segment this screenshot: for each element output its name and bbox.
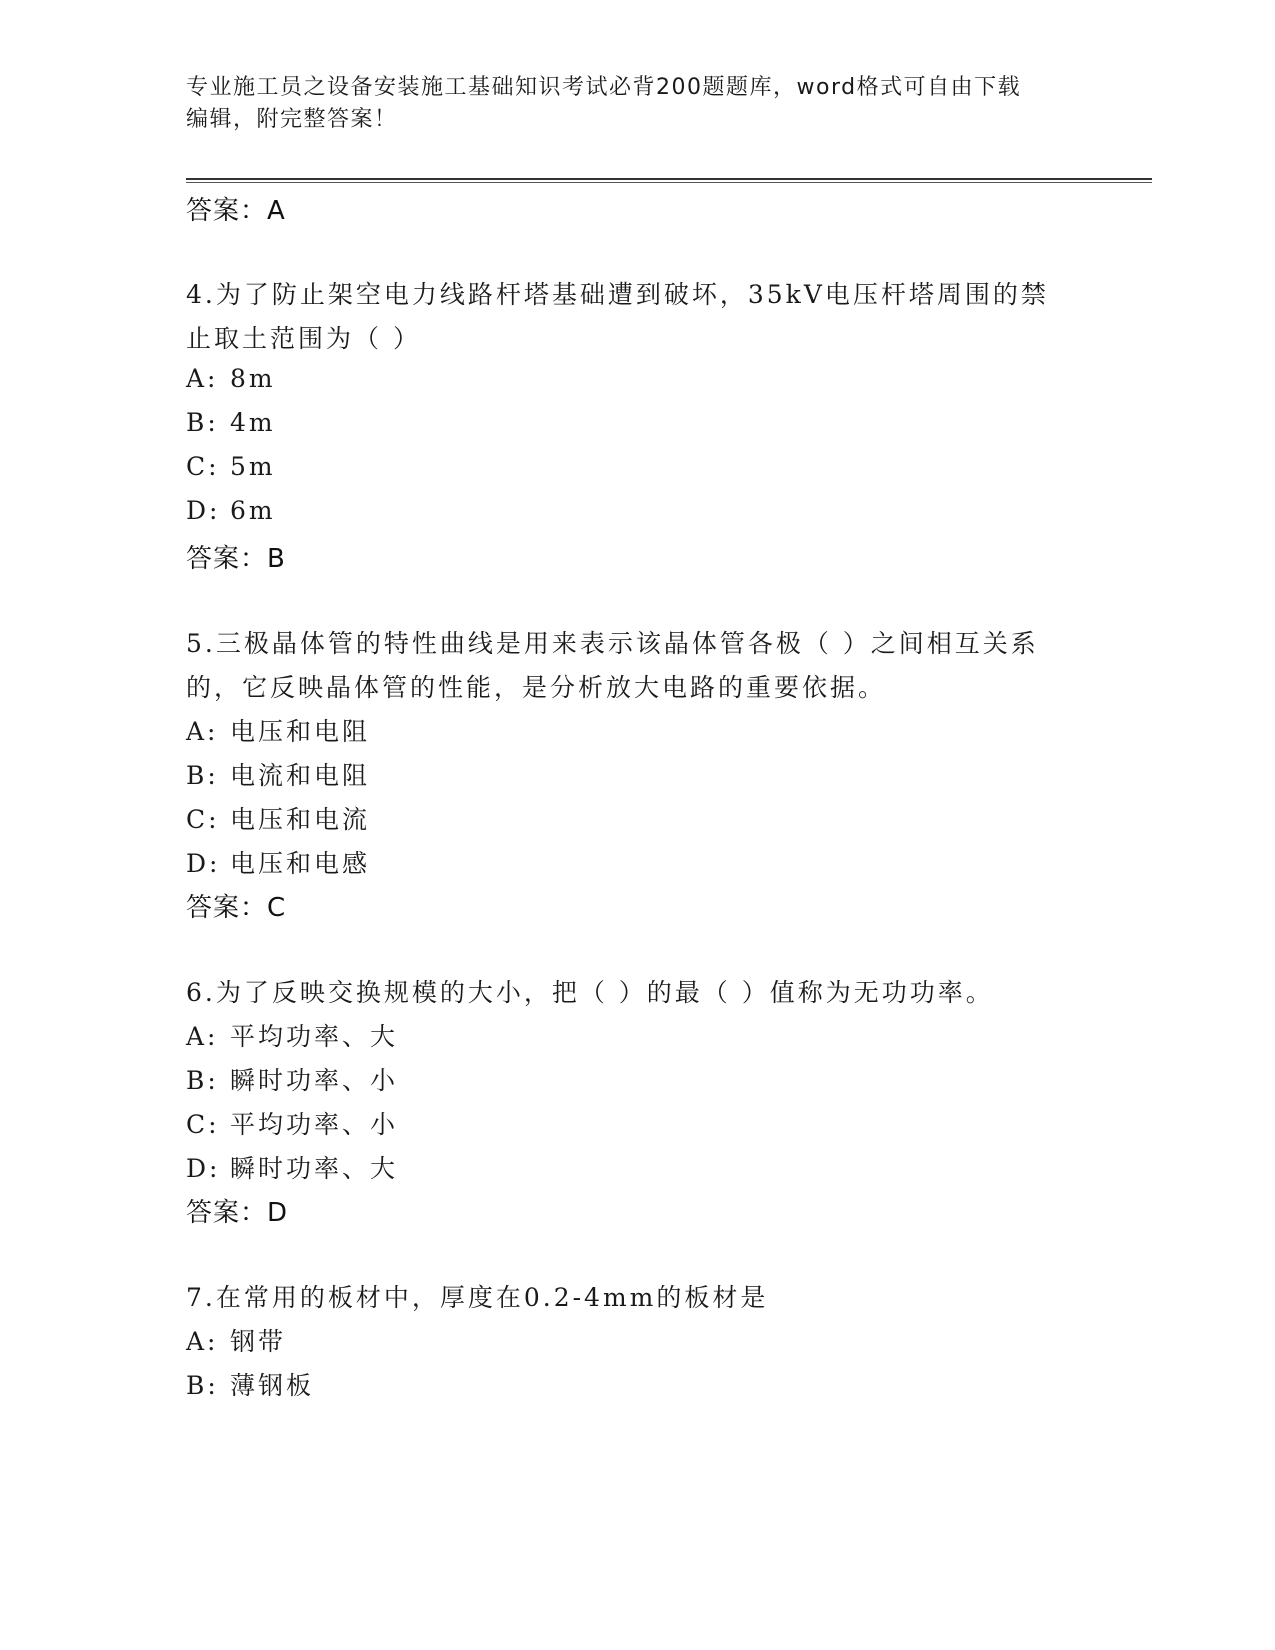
question-6-option-c (186, 1105, 398, 1141)
option-text: 平均功率、大 (230, 1022, 399, 1051)
question-7-option-b (186, 1366, 314, 1402)
option-letter: D: (186, 1154, 221, 1183)
answer-q4: 答案：B (186, 544, 286, 574)
option-text: 薄钢板 (230, 1371, 315, 1400)
header-divider (186, 178, 1152, 180)
option-letter: A: (186, 717, 219, 746)
question-4-text-line-2: 止取土范围为（ ） (186, 324, 421, 353)
option-text: 5m (230, 452, 276, 481)
question-4-option-d (186, 496, 276, 525)
option-text: 8m (230, 364, 276, 393)
question-5-option-a (186, 712, 370, 748)
question-6-option-b (186, 1061, 398, 1097)
question-7-text-line-1: 7.在常用的板材中，厚度在0.2-4mm的板材是 (186, 1283, 769, 1312)
answer-q3: 答案：A (186, 196, 286, 226)
question-4-text-line-1: 4.为了防止架空电力线路杆塔基础遭到破坏，35kV电压杆塔周围的禁 (186, 280, 1049, 309)
option-letter: B: (186, 1371, 219, 1400)
option-text: 电压和电流 (230, 805, 371, 834)
question-5-text-line-2: 的，它反映晶体管的性能，是分析放大电路的重要依据。 (186, 673, 887, 702)
option-text: 6m (230, 496, 276, 525)
option-text: 4m (230, 408, 276, 437)
question-5-option-c (186, 800, 370, 836)
option-text: 钢带 (230, 1327, 287, 1356)
option-letter: D: (186, 849, 221, 878)
question-6-option-a (186, 1017, 398, 1053)
header-divider-thin (186, 182, 1152, 183)
question-4-option-c (186, 452, 276, 481)
option-text: 电流和电阻 (230, 761, 371, 790)
question-4-option-a (186, 364, 276, 393)
option-letter: D: (186, 496, 221, 525)
option-letter: C: (186, 1110, 220, 1139)
header-line-1: 专业施工员之设备安装施工基础知识考试必背200题题库，word格式可自由下载 (186, 75, 1022, 100)
option-letter: A: (186, 1327, 219, 1356)
header-line-2: 编辑，附完整答案！ (186, 107, 398, 132)
option-letter: B: (186, 408, 219, 437)
option-text: 平均功率、小 (230, 1110, 399, 1139)
question-6-text-line-1: 6.为了反映交换规模的大小，把（ ）的最（ ）值称为无功功率。 (186, 978, 994, 1007)
question-7-option-a (186, 1322, 286, 1358)
option-letter: A: (186, 364, 219, 393)
question-6-option-d (186, 1149, 398, 1185)
question-5-option-d (186, 844, 370, 880)
option-letter: C: (186, 805, 220, 834)
option-text: 瞬时功率、大 (230, 1154, 399, 1183)
option-text: 电压和电阻 (230, 717, 371, 746)
option-letter: A: (186, 1022, 219, 1051)
option-letter: C: (186, 452, 220, 481)
question-5-option-b (186, 756, 370, 792)
option-text: 瞬时功率、小 (230, 1066, 399, 1095)
page-header (186, 72, 1066, 136)
question-5-text-line-1: 5.三极晶体管的特性曲线是用来表示该晶体管各极（ ）之间相互关系 (186, 629, 1039, 658)
question-4-option-b (186, 408, 276, 437)
answer-q6: 答案：D (186, 1198, 289, 1228)
option-text: 电压和电感 (230, 849, 371, 878)
option-letter: B: (186, 761, 219, 790)
option-letter: B: (186, 1066, 219, 1095)
answer-q5: 答案：C (186, 893, 287, 923)
